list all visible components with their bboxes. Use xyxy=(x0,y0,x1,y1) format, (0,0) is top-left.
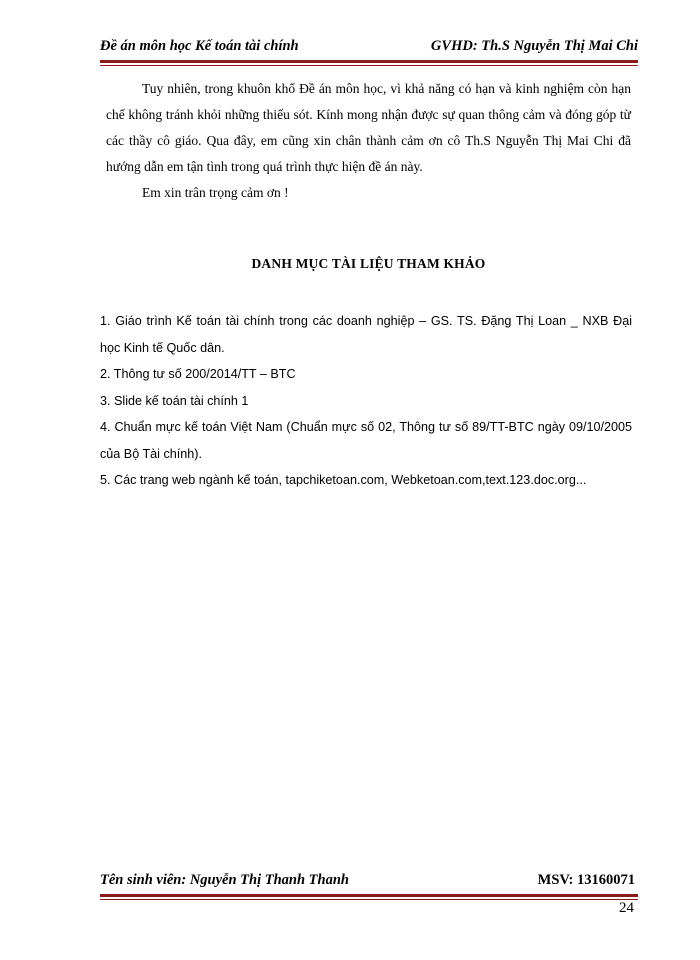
footer-student-name: Tên sinh viên: Nguyễn Thị Thanh Thanh xyxy=(100,872,349,888)
header-rule-thick xyxy=(100,60,638,63)
acknowledgement-paragraph: Tuy nhiên, trong khuôn khổ Đề án môn học, vì khả năng có hạn và kinh nghiệm còn hạn chế không tránh khỏi những thiếu sót. Kính mong nhận được sự quan thông cảm và đóng góp từ các thầy cô giáo. Qua đây, em cũng xin chân thành cảm ơn cô Th.S Nguyễn Thị Mai Chi đã hướng dẫn em tận tình trong quá trình thực hiện đề án này. xyxy=(106,81,631,174)
references-title: DANH MỤC TÀI LIỆU THAM KHẢO xyxy=(251,256,486,271)
footer-student-id: MSV: 13160071 xyxy=(537,872,635,888)
reference-item: 3. Slide kế toán tài chính 1 xyxy=(100,393,249,408)
reference-item: 5. Các trang web ngành kế toán, tapchiketoan.com, Webketoan.com,text.123.doc.org... xyxy=(100,473,587,487)
footer-rule-thick xyxy=(100,894,638,897)
body-text xyxy=(106,76,631,206)
header-course-title: Đề án môn học Kế toán tài chính xyxy=(100,38,299,54)
page-header xyxy=(100,38,638,58)
reference-item: 4. Chuẩn mực kế toán Việt Nam (Chuẩn mực số 02, Thông tư số 89/TT-BTC ngày 09/10/2005 của Bộ Tài chính). xyxy=(100,420,632,461)
page-footer xyxy=(100,872,635,892)
header-rule-thin xyxy=(100,65,638,66)
footer-rule-thin xyxy=(100,899,638,900)
reference-item: 2. Thông tư số 200/2014/TT – BTC xyxy=(100,367,296,381)
thanks-line: Em xin trân trọng cảm ơn ! xyxy=(142,185,289,200)
page-number: 24 xyxy=(619,900,634,916)
header-supervisor: GVHD: Th.S Nguyễn Thị Mai Chi xyxy=(430,38,638,54)
references-list xyxy=(100,308,632,494)
reference-item: 1. Giáo trình Kế toán tài chính trong các doanh nghiệp – GS. TS. Đặng Thị Loan _ NXB Đại học Kinh tế Quốc dân. xyxy=(100,314,632,355)
